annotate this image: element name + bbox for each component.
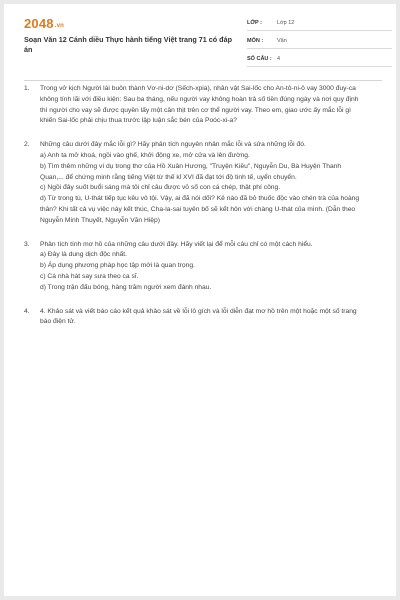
question-part: b) Tìm thêm những ví dụ trong thơ của Hồ Xuân Hương, "Truyện Kiều", Nguyễn Du, Bà Huyện Thanh Quan,... để chứng minh rằng tiếng Việt từ thế kỉ XVI đã đạt tới độ tinh tế, uyển chuyển. bbox=[40, 162, 342, 181]
document-page bbox=[4, 4, 396, 596]
question-part: d) Trong trận đấu bóng, hàng trăm người xem đánh nhau. bbox=[40, 283, 212, 291]
question-part: c) Cá nhà hát say sưa theo ca sĩ. bbox=[40, 272, 139, 280]
meta-label: LỚP : bbox=[247, 20, 262, 26]
meta-panel bbox=[247, 16, 392, 70]
meta-value: Lớp 12 bbox=[277, 20, 295, 26]
question-number: 2. bbox=[24, 141, 30, 149]
question-list bbox=[24, 84, 364, 341]
meta-row-class bbox=[247, 16, 392, 31]
question-text: Trong vở kịch Người lái buôn thành Vơ-ni-dơ (Sếch-xpia), nhân vật Sai-lốc cho An-tô-ni-ô vay 3000 đuy-ca không tính lãi với điều kiện: Sau ba tháng, nếu người vay không hoàn trả số tiền đúng ngày và nơi quy định thì người cho vay sẽ được quyền lấy một cân thịt trên cơ thể người vay. Theo em, giao ước ấy mắc lỗi gì khiến Sai-lốc phải chịu thua trước lập luận sắc bén của Poóc-xi-a? bbox=[40, 85, 359, 125]
question-text: Phân tích tính mơ hồ của những câu dưới đây. Hãy viết lại để mỗi câu chỉ có một cách hiểu. bbox=[40, 240, 313, 248]
question-part: a) Anh ta mở khoá, ngồi vào ghế, khởi động xe, mở cửa và lên đường. bbox=[40, 151, 250, 159]
question-text: 4. Khảo sát và viết báo cáo kết quả khảo sát về lỗi lô gích và lỗi diễn đạt mơ hồ trên một hoặc một số trang báo điện tử. bbox=[40, 307, 357, 326]
document-header bbox=[24, 14, 382, 72]
question-number: 4. bbox=[24, 307, 30, 315]
header-divider bbox=[24, 80, 382, 81]
question-part: c) Ngồi đây suốt buổi sáng mà tôi chỉ câu được vỏ số con cá chép, thật phí công. bbox=[40, 184, 281, 192]
question-body bbox=[40, 84, 364, 127]
question-text: Những câu dưới đây mắc lỗi gì? Hãy phân tích nguyên nhân mắc lỗi và sửa những lỗi đó. bbox=[40, 141, 306, 149]
question-item bbox=[24, 84, 364, 127]
question-body bbox=[40, 307, 364, 329]
meta-value: 4 bbox=[277, 56, 281, 62]
question-item bbox=[24, 240, 364, 294]
document-title: Soạn Văn 12 Cánh diều Thực hành tiếng Việt trang 71 có đáp án bbox=[24, 35, 232, 54]
logo-suffix: .vn bbox=[54, 23, 65, 29]
question-body bbox=[40, 140, 364, 226]
meta-row-subject bbox=[247, 34, 392, 49]
meta-row-question-count bbox=[247, 52, 392, 67]
question-part: b) Áp dụng phương pháp học tập mới là quan trọng. bbox=[40, 262, 195, 270]
meta-value: Văn bbox=[277, 38, 287, 44]
question-body bbox=[40, 240, 364, 294]
question-item bbox=[24, 140, 364, 226]
question-part: d) Từ trong tù, U-thát tiếp tục kêu vô tội. Vậy, ai đã nói dối? Kẻ nào đã bỏ thuốc độc vào chén trà của hoàng thân? Khi tất cả vụ việc này kết thúc, Cha-la-sai tuyên bố sẽ kết hôn với chàng U-thát của mình. (Dẫn theo Nguyễn Minh Thuyết, Nguyễn Văn Hiệp) bbox=[40, 195, 360, 224]
site-logo[interactable] bbox=[24, 16, 64, 31]
question-item bbox=[24, 307, 364, 329]
meta-label: MÔN : bbox=[247, 38, 264, 44]
question-part: a) Đây là dung dịch độc nhất. bbox=[40, 251, 127, 259]
meta-label: SỐ CÂU : bbox=[247, 56, 272, 62]
question-number: 1. bbox=[24, 85, 30, 92]
logo-text: 2048 bbox=[24, 16, 54, 31]
question-number: 3. bbox=[24, 240, 30, 248]
